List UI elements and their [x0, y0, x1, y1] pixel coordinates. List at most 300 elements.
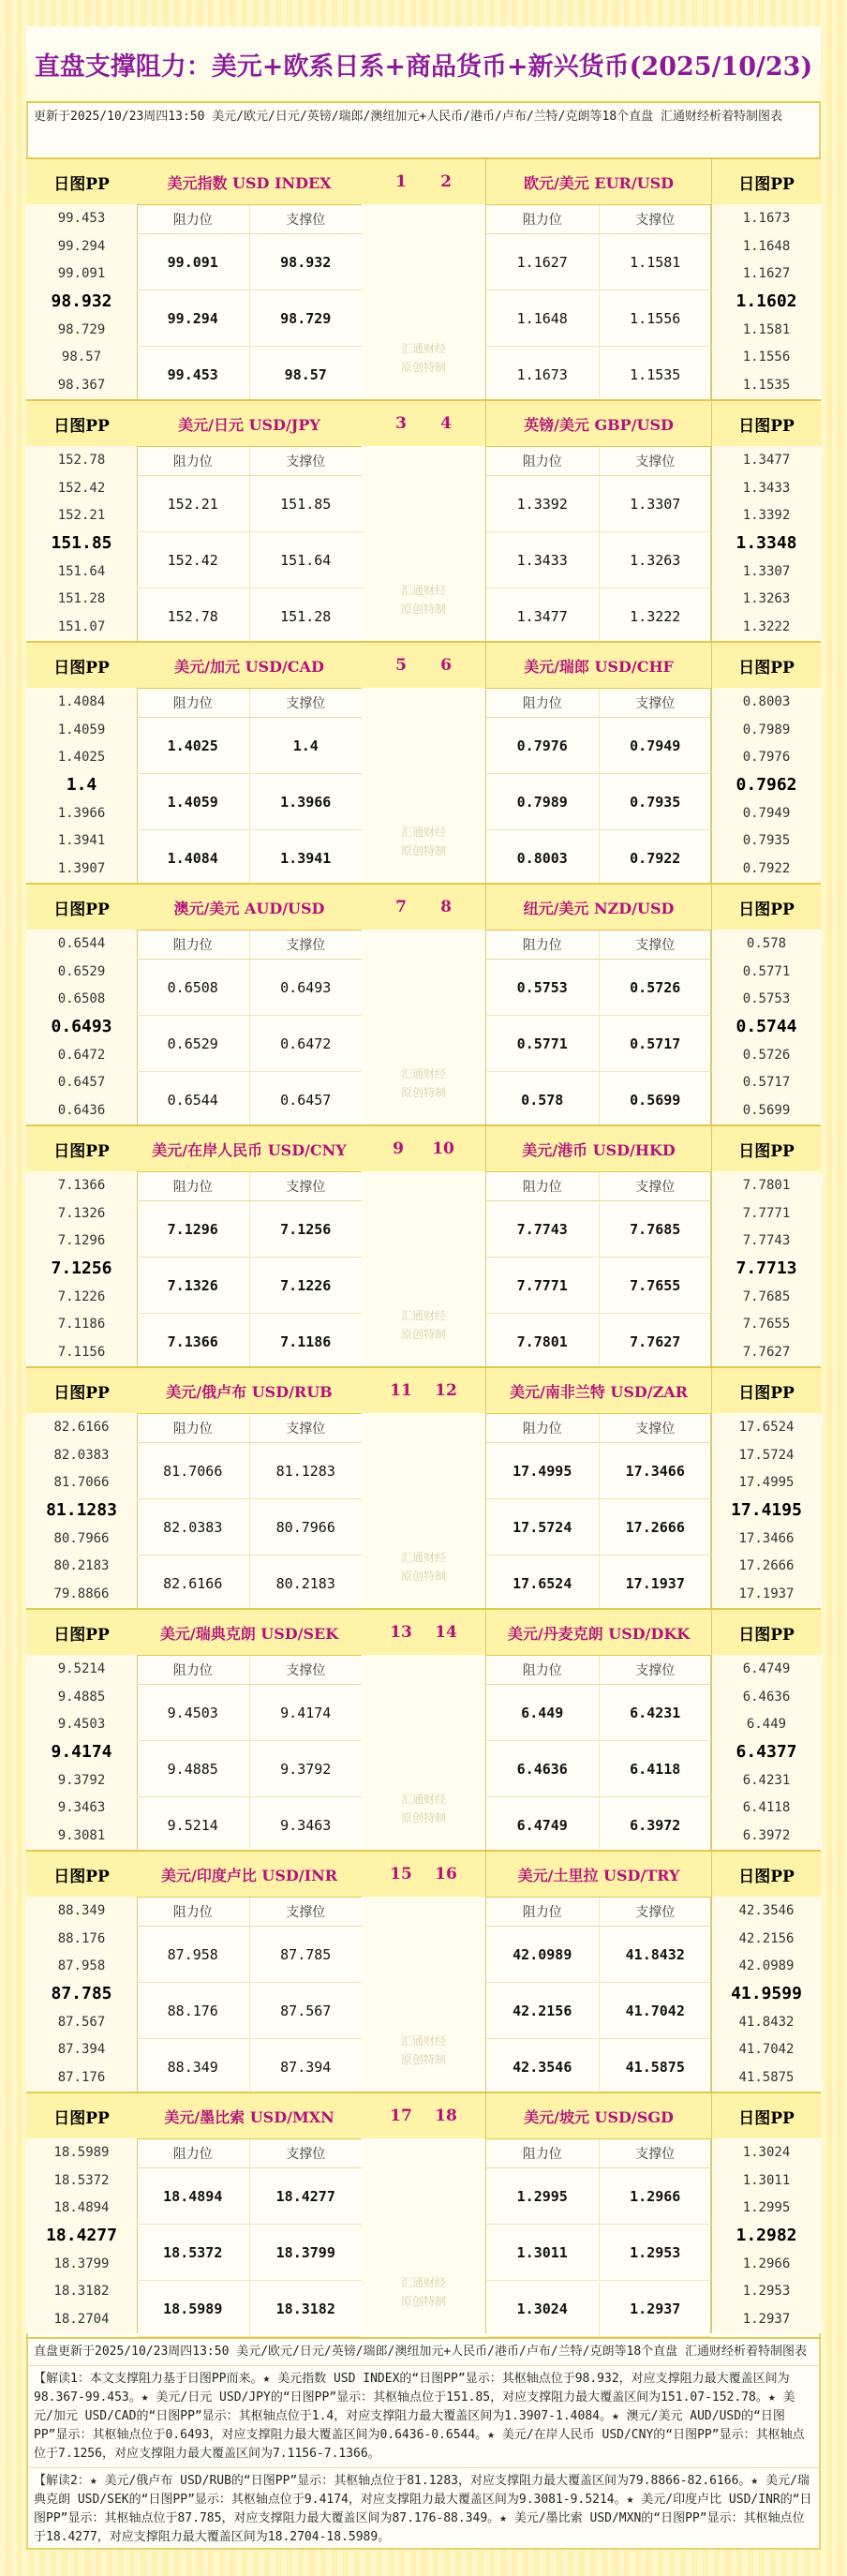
pp-level: 1.2937 — [742, 2311, 791, 2327]
pp-header: 日图PP — [711, 1852, 822, 1897]
support-value: 0.5726 — [630, 978, 681, 996]
level-table-right — [485, 885, 712, 1124]
resistance-value: 7.7743 — [486, 1201, 600, 1257]
pp-level: 17.6524 — [738, 1419, 795, 1435]
footer-update: 直盘更新于2025/10/23周四13:50 美元/欧元/日元/英镑/瑞郎/澳纽加元+人民币/港币/卢布/兰特/克朗等18个直盘 汇通财经析着特制图表 — [34, 2345, 807, 2359]
table-row — [486, 588, 711, 645]
resistance-header: 阻力位 — [486, 1172, 600, 1200]
table-row — [137, 718, 362, 774]
pp-column-left — [26, 2093, 138, 2333]
table-row — [137, 1072, 362, 1128]
pair-numbers — [362, 643, 485, 688]
support-value: 9.4174 — [280, 1704, 332, 1721]
watermark-text — [362, 1306, 485, 1344]
table-row — [137, 1201, 362, 1258]
pp-level: 1.3307 — [742, 563, 791, 579]
watermark-line: 汇通财经 — [400, 1067, 446, 1080]
pp-level: 9.3792 — [57, 1772, 106, 1788]
pp-level: 88.176 — [57, 1930, 106, 1946]
watermark-line: 原创特制 — [400, 844, 446, 857]
pp-level: 1.3907 — [57, 860, 106, 876]
table-row — [486, 347, 711, 403]
pp-level: 1.3966 — [57, 805, 106, 821]
pp-level: 6.4118 — [742, 1800, 791, 1816]
pp-level: 99.091 — [57, 266, 106, 282]
support-value: 7.1226 — [280, 1276, 332, 1294]
table-row — [137, 1741, 362, 1797]
pair-name: 美元/在岸人民币 USD/CNY — [137, 1126, 362, 1172]
watermark-line: 汇通财经 — [400, 342, 446, 355]
pp-level: 42.2156 — [738, 1930, 795, 1946]
table-header-row — [486, 1414, 711, 1443]
table-row — [137, 1499, 362, 1556]
table-row — [137, 1443, 362, 1499]
pp-level: 1.1556 — [742, 350, 791, 365]
pp-level: 9.4885 — [57, 1689, 106, 1705]
pp-level: 41.8432 — [738, 2014, 795, 2030]
resistance-value: 6.4749 — [486, 1797, 600, 1853]
middle-column — [362, 1852, 485, 2092]
resistance-value: 152.42 — [137, 532, 250, 588]
table-row — [137, 1314, 362, 1370]
resistance-value: 82.0383 — [137, 1499, 250, 1555]
table-row — [137, 1556, 362, 1612]
pair-number-left: 7 — [395, 898, 407, 916]
pivot-point: 41.9599 — [731, 1984, 802, 2004]
footer-note-1: 【解读1：本文支撑阻力基于日图PP而来。★ 美元指数 USD INDEX的“日图PP”显示：其枢轴点位于98.932，对应支撑阻力最大覆盖区间为98.367-99.453。★ 美元/日元 USD/JPY的“日图PP”显示：其枢轴点位于151.85，对应支撑阻力最大覆盖区间为151.07-152.78。★ 美元/加元 USD/CAD的“日图PP”显示：其枢轴点位于1.4，对应支撑阻力最大覆盖区间为1.3907-1.4084。★ 澳元/美元 AUD/USD的“日图PP”显示：其枢轴点位于0.6493，对应支撑阻力最大覆盖区间为0.6436-0.6544。★ 美元/在岸人民币 USD/CNY的“日图PP”显示：其枢轴点位于7.1256，对应支撑阻力最大覆盖区间为7.1156-7.1366。 — [26, 2365, 821, 2467]
pivot-point: 6.4377 — [736, 1742, 797, 1763]
support-value: 1.1535 — [630, 365, 681, 383]
watermark-text — [362, 823, 485, 860]
pair-number-right: 16 — [435, 1865, 457, 1884]
pair-number-left: 15 — [390, 1865, 412, 1884]
pivot-point: 7.7713 — [736, 1258, 797, 1279]
watermark-line: 汇通财经 — [400, 1551, 446, 1564]
watermark-text — [362, 339, 485, 377]
pp-level: 6.4636 — [742, 1689, 791, 1705]
pair-numbers — [362, 1610, 485, 1655]
resistance-value: 9.5214 — [137, 1797, 250, 1853]
support-value: 17.1937 — [625, 1574, 685, 1592]
resistance-value: 0.6508 — [137, 960, 250, 1015]
level-table-left — [137, 885, 363, 1124]
watermark-line: 原创特制 — [400, 361, 446, 374]
pair-number-left: 13 — [390, 1623, 412, 1642]
pp-level: 1.3222 — [742, 618, 791, 634]
table-row — [137, 234, 362, 290]
pp-level: 151.28 — [57, 591, 106, 607]
support-value: 6.3972 — [630, 1816, 681, 1834]
resistance-value: 1.1627 — [486, 234, 600, 290]
resistance-value: 1.3024 — [486, 2281, 600, 2336]
resistance-header: 阻力位 — [137, 447, 250, 475]
pp-level: 152.42 — [57, 480, 106, 496]
support-header: 支撑位 — [286, 938, 326, 953]
support-value: 1.3966 — [280, 793, 332, 811]
level-table-left — [137, 1852, 363, 2092]
pp-level: 0.6472 — [57, 1047, 106, 1063]
pp-column-right — [710, 1852, 822, 2092]
resistance-header: 阻力位 — [137, 1656, 250, 1684]
support-value: 6.4231 — [630, 1704, 681, 1721]
pair-number-right: 10 — [432, 1139, 454, 1158]
pp-level: 1.2995 — [742, 2200, 791, 2216]
pp-level: 87.567 — [57, 2014, 106, 2030]
pair-section — [26, 1850, 821, 2092]
table-header-row — [486, 1898, 711, 1927]
pp-level: 1.3477 — [742, 452, 791, 468]
support-value: 41.5875 — [625, 2058, 685, 2076]
resistance-header: 阻力位 — [486, 205, 600, 233]
table-row — [137, 960, 362, 1016]
pp-level: 1.1581 — [742, 321, 791, 337]
pivot-point: 7.1256 — [51, 1258, 112, 1279]
pp-level: 7.1226 — [57, 1288, 106, 1304]
resistance-value: 0.7989 — [486, 774, 600, 829]
table-row — [486, 2039, 711, 2095]
pp-level: 6.4749 — [742, 1660, 791, 1676]
support-value: 0.7949 — [630, 737, 681, 754]
pp-level: 6.3972 — [742, 1827, 791, 1843]
support-value: 1.2937 — [630, 2300, 681, 2317]
pair-number-right: 12 — [435, 1381, 457, 1400]
pp-level: 98.367 — [57, 377, 106, 393]
resistance-value: 6.449 — [486, 1685, 600, 1740]
table-row — [486, 1443, 711, 1499]
table-row — [486, 1258, 711, 1314]
pair-name: 纽元/美元 NZD/USD — [486, 885, 711, 931]
table-header-row — [137, 1898, 362, 1927]
pp-level: 1.4025 — [57, 750, 106, 766]
resistance-value: 17.6524 — [486, 1556, 600, 1611]
pair-name: 美元/南非兰特 USD/ZAR — [486, 1368, 711, 1414]
watermark-text — [362, 581, 485, 618]
pp-level: 17.2666 — [738, 1558, 795, 1574]
support-header: 支撑位 — [286, 1663, 326, 1678]
support-header: 支撑位 — [635, 1905, 676, 1920]
resistance-value: 0.6544 — [137, 1072, 250, 1127]
pp-level: 81.7066 — [53, 1475, 110, 1491]
pair-numbers — [362, 2093, 485, 2138]
resistance-value: 99.453 — [137, 347, 250, 402]
resistance-value: 99.091 — [137, 234, 250, 290]
support-value: 17.2666 — [625, 1518, 685, 1536]
table-header-row — [137, 205, 362, 234]
pp-level: 6.4231 — [742, 1772, 791, 1788]
pivot-point: 1.1602 — [736, 291, 797, 312]
pivot-point: 9.4174 — [51, 1742, 112, 1763]
support-header: 支撑位 — [635, 1663, 676, 1678]
resistance-header: 阻力位 — [486, 689, 600, 717]
pair-name: 美元/港币 USD/HKD — [486, 1126, 711, 1172]
resistance-header: 阻力位 — [486, 1414, 600, 1442]
resistance-value: 42.0989 — [486, 1927, 600, 1982]
support-value: 0.5699 — [630, 1091, 681, 1109]
pp-level: 0.5717 — [742, 1075, 791, 1091]
pp-level: 98.729 — [57, 321, 106, 337]
pp-level: 0.6508 — [57, 991, 106, 1007]
pp-level: 0.7976 — [742, 750, 791, 766]
pp-level: 18.5989 — [53, 2144, 110, 2160]
resistance-header: 阻力位 — [137, 1414, 250, 1442]
table-row — [486, 2168, 711, 2225]
support-value: 7.7627 — [630, 1333, 681, 1350]
resistance-header: 阻力位 — [486, 447, 600, 475]
support-value: 151.28 — [280, 607, 332, 625]
support-value: 1.2953 — [630, 2243, 681, 2261]
table-row — [486, 1927, 711, 1983]
pivot-point: 81.1283 — [46, 1500, 117, 1521]
table-header-row — [486, 2139, 711, 2168]
table-header-row — [137, 689, 362, 718]
footer-note-2: 【解读2：★ 美元/俄卢布 USD/RUB的“日图PP”显示：其枢轴点位于81.1283，对应支撑阻力最大覆盖区间为79.8866-82.6166。★ 美元/瑞典克朗 USD/SEK的“日图PP”显示：其枢轴点位于9.4174，对应支撑阻力最大覆盖区间为9.3081-9.5214。★ 美元/印度卢比 USD/INR的“日图PP”显示：其枢轴点位于87.785，对应支撑阻力最大覆盖区间为87.176-88.349。★ 美元/墨比索 USD/MXN的“日图PP”显示：其枢轴点位于18.4277，对应支撑阻力最大覆盖区间为18.2704-18.5989。 — [26, 2467, 821, 2551]
resistance-value: 0.6529 — [137, 1016, 250, 1071]
pair-section — [26, 1124, 821, 1366]
watermark-line: 汇通财经 — [400, 584, 446, 597]
table-row — [486, 2281, 711, 2337]
resistance-value: 17.5724 — [486, 1499, 600, 1555]
pp-level: 1.1648 — [742, 238, 791, 254]
pp-level: 0.6529 — [57, 963, 106, 979]
support-value: 80.7966 — [275, 1518, 335, 1536]
resistance-value: 7.7771 — [486, 1258, 600, 1313]
pp-level: 17.4995 — [738, 1475, 795, 1491]
resistance-value: 1.3433 — [486, 532, 600, 588]
resistance-value: 1.3011 — [486, 2225, 600, 2280]
pp-level: 1.3433 — [742, 480, 791, 496]
pp-level: 7.7685 — [742, 1288, 791, 1304]
support-value: 1.3222 — [630, 607, 681, 625]
table-row — [137, 1258, 362, 1314]
pp-level: 41.5875 — [738, 2069, 795, 2085]
pivot-point: 87.785 — [51, 1984, 112, 2004]
resistance-value: 1.4059 — [137, 774, 250, 829]
watermark-line: 汇通财经 — [400, 1309, 446, 1322]
pp-level: 151.07 — [57, 618, 106, 634]
table-row — [137, 2225, 362, 2281]
middle-column — [362, 643, 485, 883]
pp-level: 7.7801 — [742, 1177, 791, 1193]
pair-name: 美元/印度卢比 USD/INR — [137, 1852, 362, 1898]
pair-number-left: 3 — [395, 414, 407, 433]
pivot-point: 0.6493 — [51, 1017, 112, 1037]
pp-level: 9.5214 — [57, 1660, 106, 1676]
pp-level: 0.5699 — [742, 1102, 791, 1118]
pp-level: 0.7935 — [742, 833, 791, 849]
resistance-value: 42.2156 — [486, 1983, 600, 2038]
pp-level: 1.3024 — [742, 2144, 791, 2160]
pp-level: 87.176 — [57, 2069, 106, 2085]
table-row — [137, 532, 362, 588]
pp-level: 18.3799 — [53, 2256, 110, 2271]
resistance-value: 6.4636 — [486, 1741, 600, 1796]
table-row — [486, 1499, 711, 1556]
support-value: 81.1283 — [275, 1462, 335, 1480]
table-row — [486, 1314, 711, 1370]
pair-number-right: 8 — [440, 898, 452, 916]
resistance-header: 阻力位 — [486, 2139, 600, 2167]
resistance-value: 1.3477 — [486, 588, 600, 644]
pair-numbers — [362, 1126, 485, 1171]
pp-header: 日图PP — [711, 2093, 822, 2138]
support-header: 支撑位 — [286, 454, 326, 469]
footer-notes — [26, 2337, 821, 2551]
watermark-line: 汇通财经 — [400, 1793, 446, 1806]
table-row — [486, 476, 711, 532]
support-value: 1.3307 — [630, 495, 681, 513]
pp-column-right — [710, 401, 822, 641]
table-row — [137, 1016, 362, 1072]
resistance-value: 1.1648 — [486, 290, 600, 346]
pp-level: 99.294 — [57, 238, 106, 254]
support-value: 98.932 — [280, 253, 332, 271]
support-header: 支撑位 — [286, 1180, 326, 1195]
support-value: 0.7922 — [630, 849, 681, 867]
pivot-point: 1.3348 — [736, 533, 797, 554]
resistance-value: 99.294 — [137, 290, 250, 346]
table-header-row — [137, 1656, 362, 1685]
resistance-header: 阻力位 — [137, 689, 250, 717]
pair-name: 美元/墨比索 USD/MXN — [137, 2093, 362, 2139]
pp-level: 7.1156 — [57, 1344, 106, 1360]
pair-section — [26, 1608, 821, 1850]
level-table-right — [485, 159, 712, 399]
pair-section — [26, 399, 821, 641]
pp-level: 0.5753 — [742, 991, 791, 1007]
pair-section — [26, 1366, 821, 1608]
resistance-value: 7.7801 — [486, 1314, 600, 1369]
pair-numbers — [362, 1368, 485, 1413]
pp-level: 0.7989 — [742, 722, 791, 737]
resistance-value: 18.5372 — [137, 2225, 250, 2280]
table-header-row — [137, 447, 362, 476]
resistance-value: 9.4885 — [137, 1741, 250, 1796]
support-value: 18.3182 — [275, 2300, 335, 2317]
support-value: 98.729 — [280, 309, 332, 327]
resistance-value: 7.1326 — [137, 1258, 250, 1313]
resistance-value: 0.578 — [486, 1072, 600, 1127]
resistance-value: 88.176 — [137, 1983, 250, 2038]
support-header: 支撑位 — [635, 2147, 676, 2162]
resistance-value: 9.4503 — [137, 1685, 250, 1740]
pp-header: 日图PP — [26, 401, 137, 446]
pair-number-right: 18 — [435, 2107, 457, 2125]
pp-level: 6.449 — [746, 1717, 787, 1733]
pp-level: 9.3463 — [57, 1800, 106, 1816]
pair-number-right: 4 — [440, 414, 452, 433]
resistance-value: 42.3546 — [486, 2039, 600, 2094]
pp-column-right — [710, 1368, 822, 1608]
pp-level: 7.7771 — [742, 1205, 791, 1221]
support-value: 9.3792 — [280, 1760, 332, 1778]
pp-level: 7.1366 — [57, 1177, 106, 1193]
pp-level: 1.1627 — [742, 266, 791, 282]
resistance-value: 152.78 — [137, 588, 250, 644]
table-header-row — [486, 931, 711, 960]
support-value: 0.6472 — [280, 1035, 332, 1052]
level-table-left — [137, 643, 363, 883]
table-row — [486, 774, 711, 830]
pp-level: 79.8866 — [53, 1586, 110, 1601]
support-value: 87.785 — [280, 1945, 332, 1963]
pp-header: 日图PP — [711, 1610, 822, 1655]
resistance-value: 18.4894 — [137, 2168, 250, 2224]
pp-column-left — [26, 643, 138, 883]
support-header: 支撑位 — [635, 1180, 676, 1195]
pp-header: 日图PP — [26, 643, 137, 688]
resistance-value: 18.5989 — [137, 2281, 250, 2336]
resistance-header: 阻力位 — [137, 205, 250, 233]
pp-level: 0.6436 — [57, 1102, 106, 1118]
support-value: 1.2966 — [630, 2187, 681, 2205]
pivot-point: 1.4 — [66, 775, 97, 796]
level-table-right — [485, 1610, 712, 1850]
table-header-row — [137, 931, 362, 960]
pp-header: 日图PP — [711, 401, 822, 446]
watermark-line: 原创特制 — [400, 1328, 446, 1341]
watermark-line: 原创特制 — [400, 1086, 446, 1099]
pp-level: 17.5724 — [738, 1447, 795, 1463]
pivot-point: 0.5744 — [736, 1017, 797, 1037]
pp-level: 0.5726 — [742, 1047, 791, 1063]
support-value: 87.567 — [280, 2002, 332, 2019]
pp-column-right — [710, 643, 822, 883]
pp-header: 日图PP — [26, 1368, 137, 1413]
pp-level: 88.349 — [57, 1902, 106, 1918]
table-row — [137, 2168, 362, 2225]
support-value: 7.7655 — [630, 1276, 681, 1294]
pp-level: 7.1296 — [57, 1233, 106, 1249]
table-row — [486, 718, 711, 774]
support-value: 7.7685 — [630, 1220, 681, 1238]
pp-level: 0.6457 — [57, 1075, 106, 1091]
watermark-line: 原创特制 — [400, 1811, 446, 1824]
pivot-point: 1.2982 — [736, 2226, 797, 2246]
pair-numbers — [362, 1852, 485, 1897]
support-value: 80.2183 — [275, 1574, 335, 1592]
pp-header: 日图PP — [711, 885, 822, 930]
support-value: 1.4 — [292, 737, 319, 754]
watermark-text — [362, 1548, 485, 1586]
pair-numbers — [362, 159, 485, 204]
pp-level: 1.3392 — [742, 508, 791, 524]
middle-column — [362, 1126, 485, 1366]
pp-level: 1.2953 — [742, 2284, 791, 2300]
pp-level: 7.1326 — [57, 1205, 106, 1221]
table-row — [137, 290, 362, 347]
pp-level: 99.453 — [57, 210, 106, 226]
pp-level: 87.394 — [57, 2042, 106, 2058]
table-header-row — [486, 447, 711, 476]
pair-section — [26, 641, 821, 883]
watermark-line: 汇通财经 — [400, 2034, 446, 2047]
table-header-row — [486, 1656, 711, 1685]
support-value: 18.3799 — [275, 2243, 335, 2261]
resistance-value: 0.5771 — [486, 1016, 600, 1071]
support-value: 1.1556 — [630, 309, 681, 327]
support-header: 支撑位 — [286, 213, 326, 228]
table-row — [137, 2039, 362, 2095]
page-title: 直盘支撑阻力：美元+欧系日系+商品货币+新兴货币(2025/10/23) — [26, 26, 821, 103]
support-value: 17.3466 — [625, 1462, 685, 1480]
pair-name: 美元/日元 USD/JPY — [137, 401, 362, 447]
resistance-value: 17.4995 — [486, 1443, 600, 1498]
pp-level: 80.2183 — [53, 1558, 110, 1574]
watermark-text — [362, 2032, 485, 2069]
support-header: 支撑位 — [286, 1422, 326, 1437]
table-row — [137, 2281, 362, 2337]
pair-name: 美元/土里拉 USD/TRY — [486, 1852, 711, 1898]
